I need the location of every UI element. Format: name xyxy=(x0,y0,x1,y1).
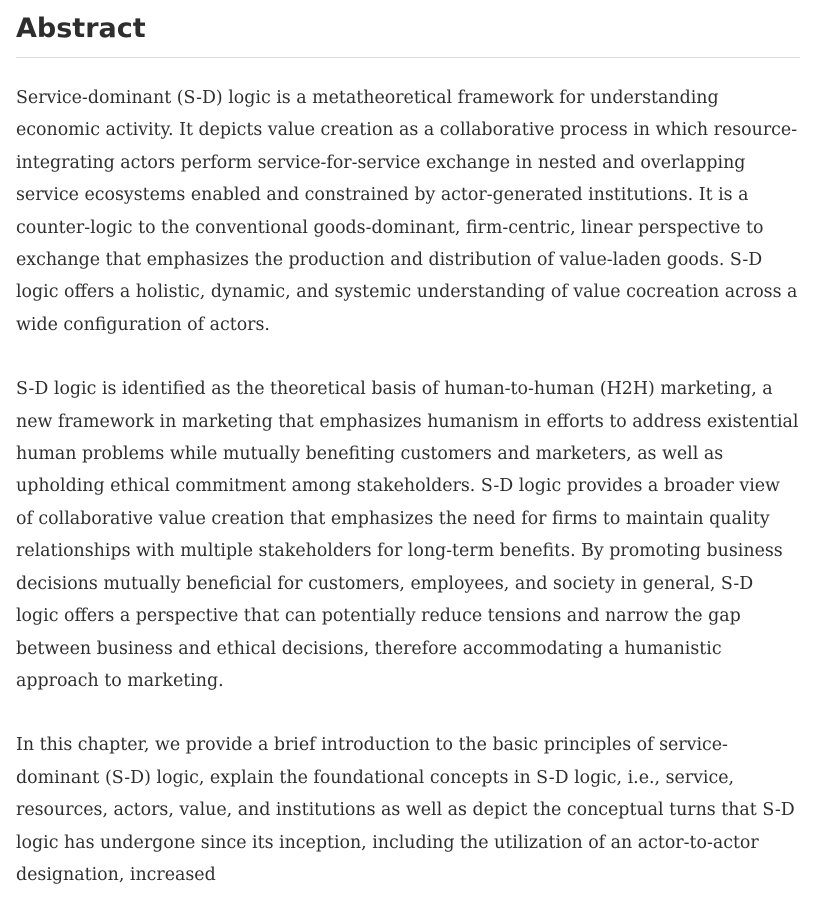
abstract-heading-container xyxy=(16,0,800,58)
abstract-paragraph-1: Service-dominant (S-D) logic is a metatheoretical framework for understanding economic activity. It depicts value creation as a collaborative process in which resource-integrating actors perform service-for-service exchange in nested and overlapping service ecosystems enabled and constrained by actor-generated institutions. It is a counter-logic to the conventional goods-dominant, firm-centric, linear perspective to exchange that emphasizes the production and distribution of value-laden goods. S-D logic offers a holistic, dynamic, and systemic understanding of value cocreation across a wide configuration of actors. xyxy=(16,88,798,335)
abstract-heading: Abstract xyxy=(16,13,146,44)
abstract-section xyxy=(16,0,800,923)
abstract-paragraph-2: S-D logic is identified as the theoretical basis of human-to-human (H2H) marketing, a new framework in marketing that emphasizes humanism in efforts to address existential human problems while mutually benefiting customers and marketers, as well as upholding ethical commitment among stakeholders. S-D logic provides a broader view of collaborative value creation that emphasizes the need for firms to maintain quality relationships with multiple stakeholders for long-term benefits. By promoting business decisions mutually beneficial for customers, employees, and society in general, S-D logic offers a perspective that can potentially reduce tensions and narrow the gap between business and ethical decisions, therefore accommodating a humanistic approach to marketing. xyxy=(16,379,799,691)
abstract-paragraph-3: In this chapter, we provide a brief introduction to the basic principles of service-dominant (S-D) logic, explain the foundational concepts in S-D logic, i.e., service, resources, actors, value, and institutions as well as depict the conceptual turns that S-D logic has undergone since its inception, including the utilization of an actor-to-actor designation, increased xyxy=(16,735,795,885)
abstract-body xyxy=(16,82,800,891)
